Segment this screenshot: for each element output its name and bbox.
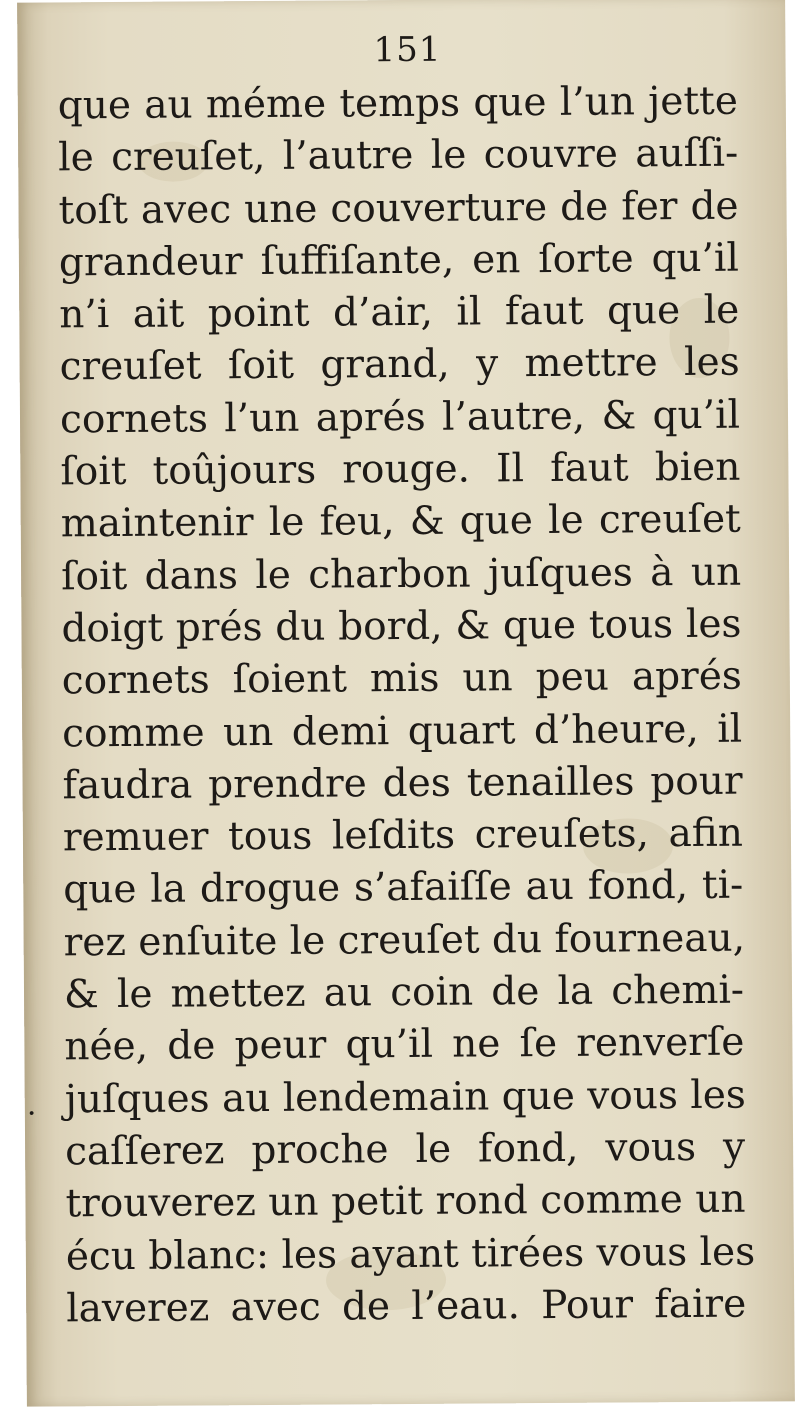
text-line-23: écu blanc: les ayant tirées vous les xyxy=(65,1229,756,1279)
text-line-16: que la drogue s’afaiſſe au fond, ti- xyxy=(63,863,744,913)
text-line-13: comme un demi quart d’heure, il xyxy=(62,706,743,756)
book-page xyxy=(17,0,795,1407)
text-line-19: née, de peur qu’il ne ſe renverſe xyxy=(64,1019,745,1070)
text-line-8: ſoit toûjours rouge. Il faut bien xyxy=(60,444,741,495)
margin-dot: . xyxy=(26,1087,37,1123)
text-line-4: grandeur ſuffiſante, en ſorte qu’il xyxy=(58,235,740,286)
text-line-1: que au méme temps que l’un jette xyxy=(57,78,738,129)
text-line-2: le creuſet, l’autre le couvre auſſi- xyxy=(58,130,739,181)
text-line-24: laverez avec de l’eau. Pour faire xyxy=(66,1281,747,1332)
page-text-block xyxy=(57,28,756,1336)
text-line-7: cornets l’un aprés l’autre, & qu’il xyxy=(59,392,741,443)
text-line-18: & le mettez au coin de la chemi- xyxy=(63,967,745,1018)
text-line-21: caſſerez proche le fond, vous y xyxy=(64,1124,746,1175)
text-line-12: cornets ſoient mis un peu aprés xyxy=(61,653,742,704)
text-line-6: creuſet ſoit grand, y mettre les xyxy=(59,340,740,390)
text-line-20: juſques au lendemain que vous les xyxy=(64,1072,747,1123)
text-line-17: rez enſuite le creuſet du fourneau, xyxy=(63,915,746,966)
text-line-22: trouverez un petit rond comme un xyxy=(65,1176,746,1227)
text-line-3: toſt avec une couverture de fer de xyxy=(58,183,739,234)
text-line-10: ſoit dans le charbon juſques à un xyxy=(60,549,742,600)
text-line-15: remuer tous leſdits creuſets, afin xyxy=(62,810,744,861)
text-line-11: doigt prés du bord, & que tous les xyxy=(61,601,742,652)
text-line-14: faudra prendre des tenailles pour xyxy=(62,758,743,809)
text-line-9: maintenir le feu, & que le creuſet xyxy=(60,497,741,547)
text-line-5: n’i ait point d’air, il faut que le xyxy=(59,287,740,338)
page-number: 151 xyxy=(373,29,442,71)
